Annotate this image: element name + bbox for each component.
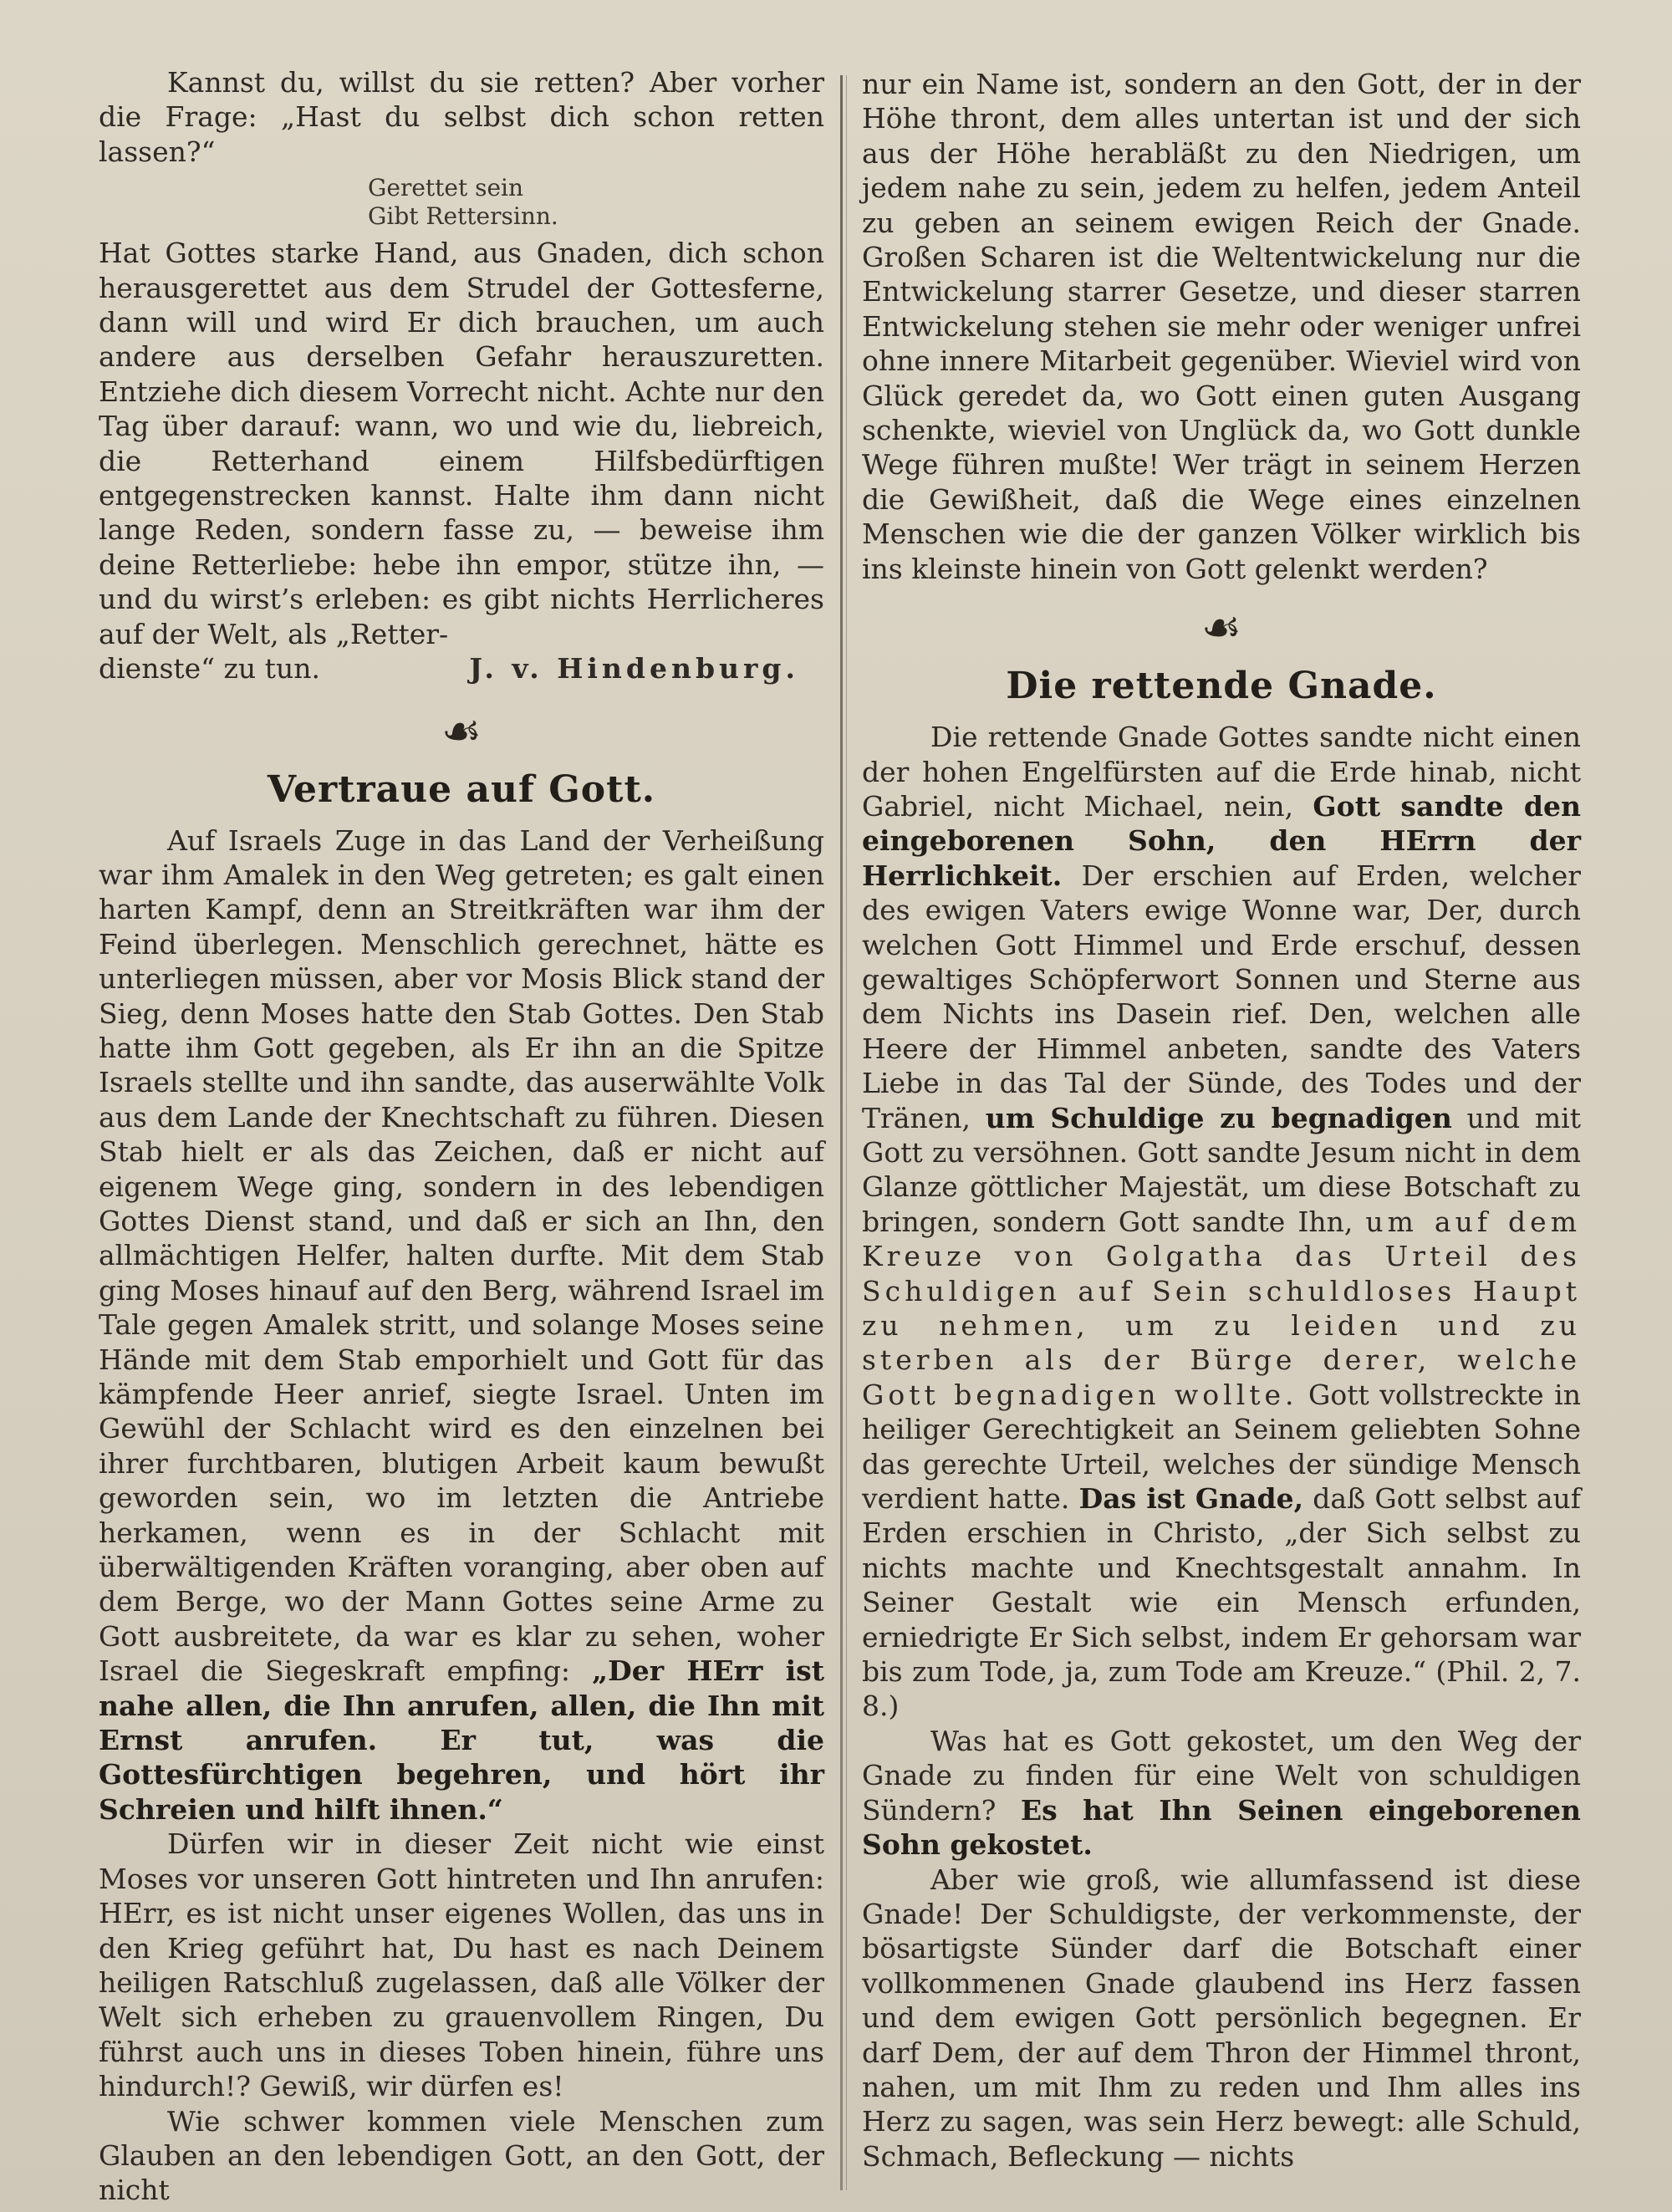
grace-p1-i: daß Gott selbst auf Erden erschien in Christo, „der Sich selbst zu nichts machte und Knechtsgestalt annahm. In Seiner Gestalt wie ein Mensch erfunden, erniedrigte Er Sich selbst, indem Er gehorsam war bis zum Tode, ja, zum Tode am Kreuze.“ (Phil. 2, 7. 8.) (862, 1482, 1581, 1723)
article-paragraph-3: Wie schwer kommen viele Menschen zum Glauben an den lebendigen Gott, an den Gott, der nicht (99, 2104, 824, 2207)
heading-die-rettende-gnade: Die rettende Gnade. (1006, 665, 1437, 708)
signature-line (99, 651, 824, 686)
article-paragraph-1-quote: „Der HErr ist nahe allen, die Ihn anrufen, allen, die Ihn mit Ernst anrufen. Er tut, was die Gottesfürchtigen begehren, und hört ihr Schreien und hilft ihnen.“ (99, 1654, 824, 1826)
verse-line-2: Gibt Rettersinn. (368, 202, 558, 231)
article-paragraph-1 (99, 823, 824, 1827)
grace-p1-c: Der erschien auf Erden, welcher des ewigen Vaters ewige Wonne war, Der, durch welchen Gott Himmel und Erde erschuf, dessen gewaltiges Schöpferwort Sonnen und Sterne aus dem Nichts ins Dasein rief. Den, welchen alle Heere der Himmel anbeten, sandte des Vaters Liebe in das Tal der Sünde, des Todes und der Tränen, (862, 859, 1581, 1134)
column-divider (840, 75, 843, 2190)
continued-paragraph: nur ein Name ist, sondern an den Gott, der in der Höhe thront, dem alles untertan ist und der sich aus der Höhe herabläßt zu den Niedrigen, um jedem nahe zu sein, jedem zu helfen, jedem Anteil zu geben an seinem ewigen Reich der Gnade. Großen Scharen ist die Weltentwickelung nur die Entwickelung starrer Gesetze, und dieser starren Entwickelung stehen sie mehr oder weniger unfrei ohne innere Mitarbeit gegenüber. Wieviel wird von Glück geredet da, wo Gott einen guten Ausgang schenkte, wieviel von Unglück da, wo Gott dunkle Wege führen mußte! Wer trägt in seinem Herzen die Gewißheit, daß die Wege eines einzelnen Menschen wie die der ganzen Völker wirklich bis ins kleinste hinein von Gott gelenkt werden? (862, 68, 1581, 585)
grace-p1-b: Gott sandte den eingeborenen Sohn, den HErrn der Herrlichkeit. (862, 789, 1581, 892)
grace-p2-a: Was hat es Gott gekostet, um den Weg der Gnade zu finden für eine Welt von schuldigen Sündern? (862, 1724, 1581, 1827)
signature: J. v. Hindenburg. (469, 652, 799, 686)
grace-p2-b: Es hat Ihn Seinen eingeborenen Sohn gekostet. (862, 1793, 1581, 1862)
grace-p1-e: und mit Gott zu versöhnen. Gott sandte Jesum nicht in dem Glanze göttlicher Majestät, um diese Botschaft zu bringen, sondern Gott sandte Ihn, (862, 1101, 1581, 1238)
grace-p1-a: Die rettende Gnade Gottes sandte nicht einen der hohen Engelfürsten auf die Erde hinab, nicht Gabriel, nicht Michael, nein, (862, 721, 1581, 823)
article-paragraph-1-text: Auf Israels Zuge in das Land der Verheißung war ihm Amalek in den Weg getreten; es galt einen harten Kampf, denn an Streitkräften war ihm der Feind überlegen. Menschlich gerechnet, hätte es unterliegen müssen, aber vor Mosis Blick stand der Sieg, denn Moses hatte den Stab Gottes. Den Stab hatte ihm Gott gegeben, als Er ihn an die Spitze Israels stellte und ihn sandte, das auserwählte Volk aus dem Lande der Knechtschaft zu führen. Diesen Stab hielt er als das Zeichen, daß er nicht auf eigenem Wege ging, sondern in des lebendigen Gottes Dienst stand, und daß er sich an Ihn, den allmächtigen Helfer, halten durfte. Mit dem Stab ging Moses hinauf auf den Berg, während Israel im Tale gegen Amalek stritt, und solange Moses seine Hände mit dem Stab emporhielt und Gott für das kämpfende Heer anrief, siegte Israel. Unten im Gewühl der Schlacht wird es den einzelnen bei ihrer furchtbaren, blutigen Arbeit kaum bewußt geworden sein, wo im letzten die Antriebe herkamen, wenn es in der Schlacht mit überwältigenden Kräften voranging, aber oben auf dem Berge, wo der Mann Gottes seine Arme zu Gott ausbreitete, da war es klar zu sehen, woher Israel die Siegeskraft empfing: (99, 823, 824, 1688)
intro-last-line: dienste“ zu tun. (99, 652, 320, 686)
grace-p1-h: Das ist Gnade, (1078, 1482, 1304, 1516)
left-column (99, 65, 824, 2208)
ornament-icon: ☙ (1200, 601, 1242, 655)
grace-paragraph-1 (862, 720, 1581, 1724)
verse-line-1: Gerettet sein (368, 174, 524, 202)
grace-paragraph-3: Aber wie groß, wie allumfassend ist diese Gnade! Der Schuldigste, der verkommenste, der bösartigste Sünder darf die Botschaft einer vollkommenen Gnade glaubend ins Herz fassen und dem ewigen Gott persönlich begegnen. Er darf Dem, der auf dem Thron der Himmel thront, nahen, um mit Ihm zu reden und Ihm alles ins Herz zu sagen, was sein Herz bewegt: alle Schuld, Schmach, Befleckung — nichts (862, 1863, 1581, 2173)
right-column (862, 67, 1581, 2174)
column-divider-thin (846, 75, 847, 2190)
ornament-icon: ☙ (441, 704, 482, 757)
article-paragraph-2: Dürfen wir in dieser Zeit nicht wie einst Moses vor unseren Gott hintreten und Ihn anrufen: HErr, es ist nicht unser eigenes Wollen, das uns in den Krieg geführt hat, Du hast es nach Deinem heiligen Ratschluß zugelassen, daß alle Völker der Welt sich erheben zu grauenvollem Ringen, Du führst auch uns in dieses Toben hinein, führe uns hindurch!? Gewiß, wir dürfen es! (99, 1827, 824, 2103)
grace-p1-g: Gott vollstreckte in heiliger Gerechtigkeit an Seinem geliebten Sohne das gerechte Urteil, welches der sündige Mensch verdient hatte. (862, 1378, 1581, 1516)
grace-p1-f: um auf dem Kreuze von Golgatha das Urteil des Schuldigen auf Sein schuldloses Haupt zu nehmen, um zu leiden und zu sterben als der Bürge derer, welche Gott begnadigen wollte. (862, 1205, 1581, 1411)
heading-vertraue-auf-gott: Vertraue auf Gott. (267, 767, 656, 811)
grace-paragraph-2 (862, 1724, 1581, 1863)
grace-p1-d: um Schuldige zu begnadigen (985, 1101, 1452, 1134)
intro-paragraph-1: Kannst du, willst du sie retten? Aber vorher die Frage: „Hast du selbst dich schon retten lassen?“ (99, 66, 824, 168)
intro-paragraph-2: Hat Gottes starke Hand, aus Gnaden, dich schon herausgerettet aus dem Strudel der Gottesferne, dann will und wird Er dich brauchen, um auch andere aus derselben Gefahr herauszuretten. Entziehe dich diesem Vorrecht nicht. Achte nur den Tag über darauf: wann, wo und wie du, liebreich, die Retterhand einem Hilfsbedürftigen entgegenstrecken kannst. Halte ihm dann nicht lange Reden, sondern fasse zu, — beweise ihm deine Retterliebe: hebe ihn empor, stütze ihn, — und du wirst’s erleben: es gibt nichts Herrlicheres auf der Welt, als „Retter- (99, 237, 824, 650)
